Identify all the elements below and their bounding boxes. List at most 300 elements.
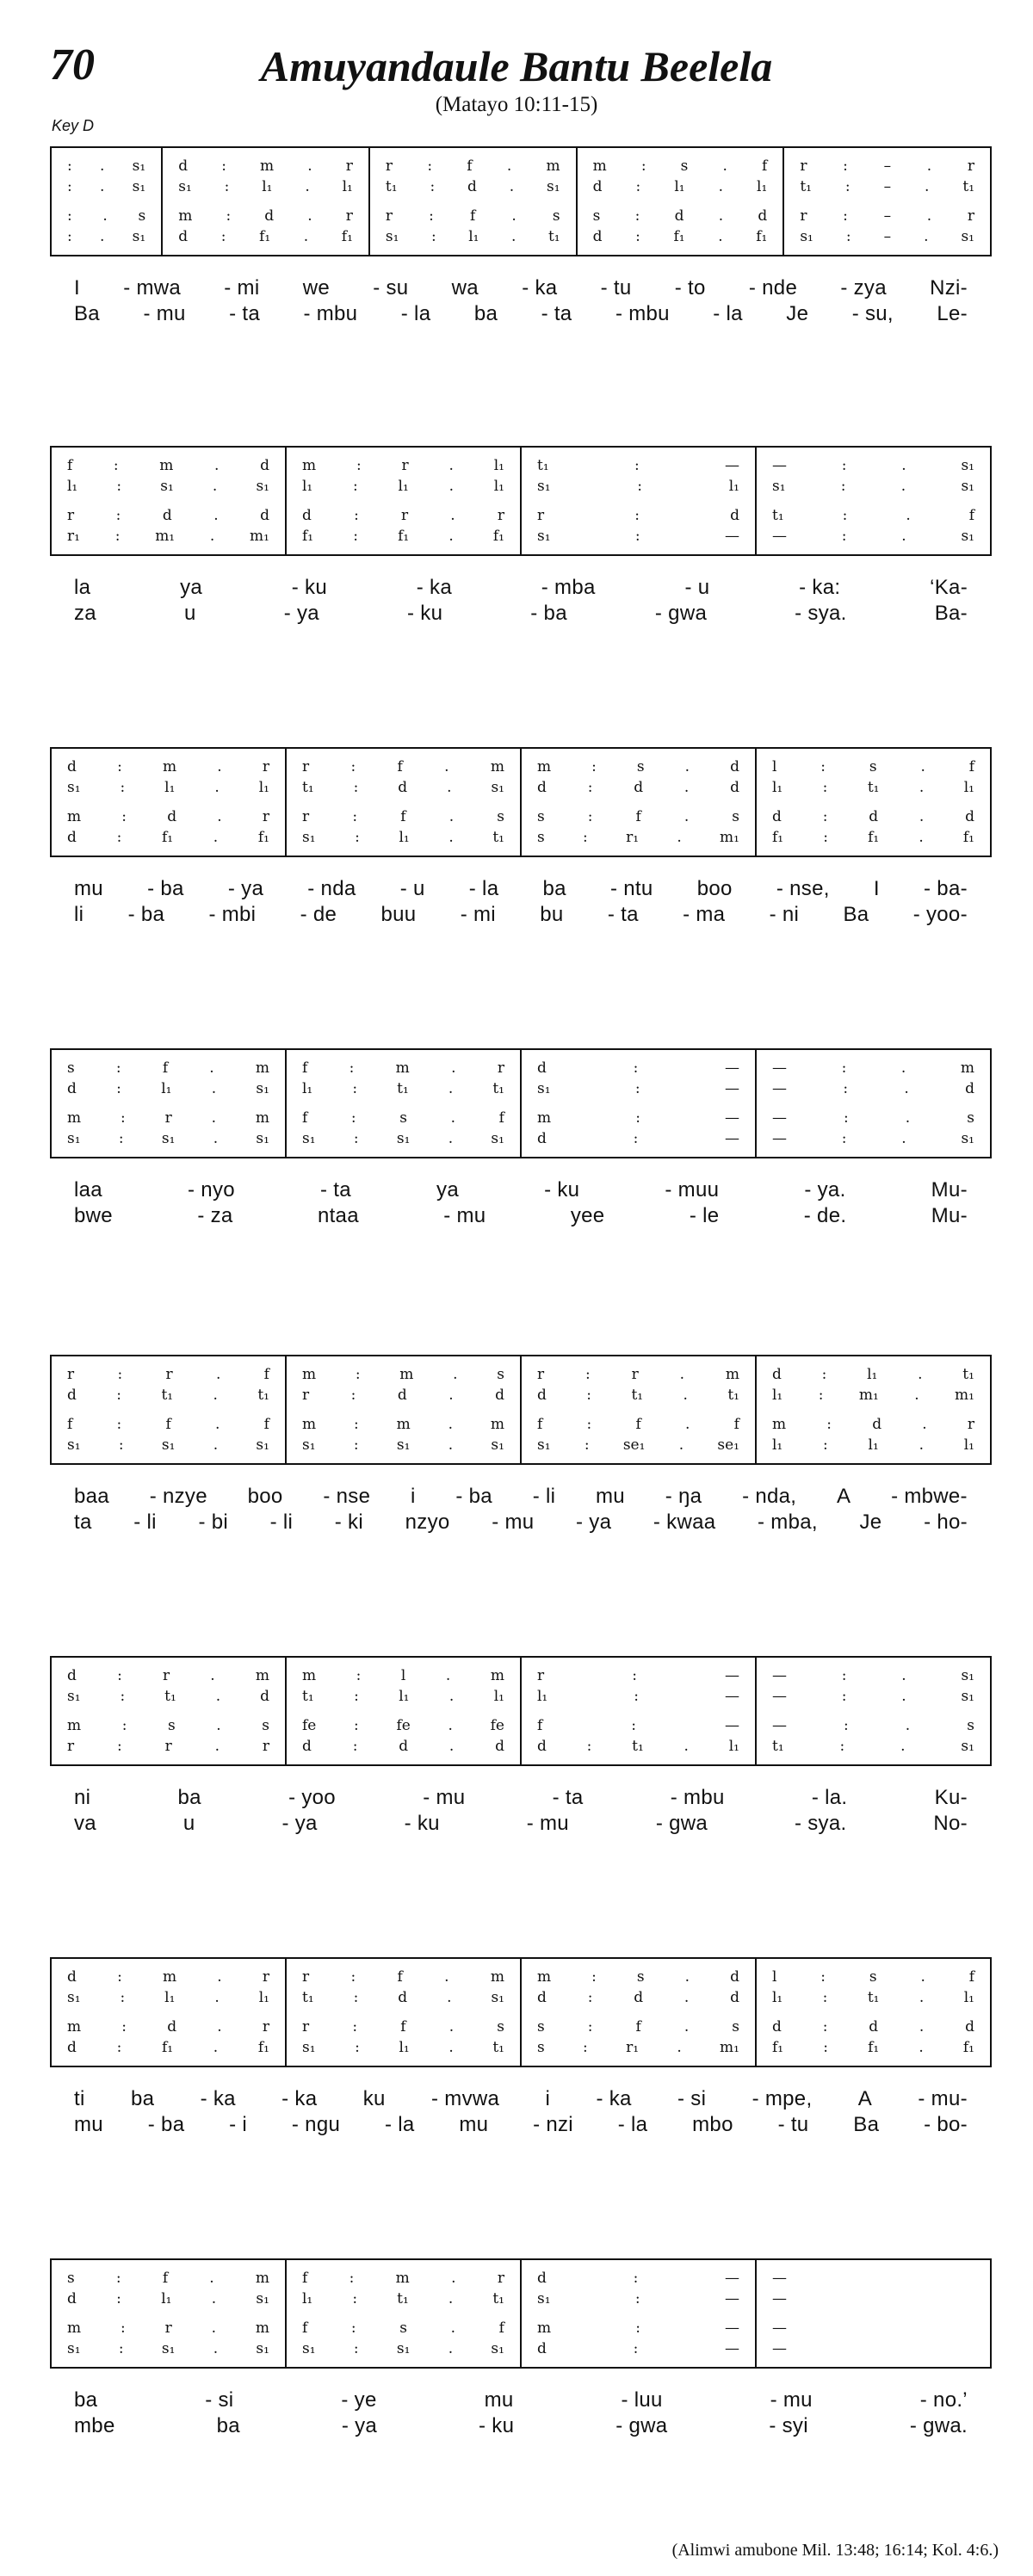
lyric-syllable: - ka [200, 2087, 236, 2110]
voice-line [537, 1736, 739, 1757]
solfa-note: : [632, 1667, 637, 1684]
solfa-note: : [634, 207, 640, 225]
solfa-note: t₁ [492, 2039, 504, 2056]
solfa-note: m [159, 457, 174, 474]
solfa-note: — [724, 2320, 739, 2337]
solfa-note: r [165, 1366, 173, 1383]
solfa-note: s₁ [961, 457, 974, 474]
solfa-note: : [633, 2270, 639, 2287]
solfa-note: s₁ [537, 528, 551, 545]
solfa-note: s₁ [961, 228, 974, 245]
voice-line [67, 226, 145, 247]
lyric-syllable: I [873, 877, 880, 900]
solfa-note: f₁ [962, 2039, 974, 2056]
solfa-note: . [100, 228, 105, 245]
measure [782, 148, 990, 255]
solfa-note: . [213, 829, 219, 846]
lyric-syllable: I [74, 276, 80, 300]
music-system [50, 1957, 992, 2138]
lyric-syllable: - nzi [533, 2113, 573, 2136]
voice-line [537, 777, 739, 798]
voice-line [302, 1414, 504, 1435]
solfa-note: f [302, 2270, 308, 2287]
voice-line [67, 2268, 269, 2289]
solfa-note: s [732, 2018, 739, 2035]
voice-line [67, 2338, 269, 2359]
solfa-note: d [872, 1416, 882, 1433]
solfa-note: f₁ [756, 228, 768, 245]
measure [52, 749, 285, 856]
solfa-note: : [635, 228, 640, 245]
solfa-note: r [67, 1366, 75, 1383]
solfa-note: r [345, 207, 353, 225]
lyric-syllable: - bo- [924, 2113, 968, 2136]
solfa-note: . [900, 1059, 906, 1077]
solfa-note: s₁ [256, 1080, 269, 1097]
solfa-note: . [211, 2320, 216, 2337]
solfa-note: s₁ [132, 228, 146, 245]
solfa-note: : [114, 528, 121, 545]
voice-line [67, 176, 145, 197]
solfa-note: l₁ [258, 779, 269, 796]
solfa-note: l₁ [493, 478, 504, 495]
solfa-note: — [724, 1109, 739, 1127]
solfa-note: . [451, 2270, 456, 2287]
solfa-note: s₁ [491, 1436, 504, 1454]
solfa-note: : [224, 178, 230, 195]
lyrics-block [50, 2388, 992, 2439]
solfa-note: r [262, 758, 269, 775]
solfa-note: l₁ [728, 1738, 739, 1755]
solfa-note: : [350, 1109, 356, 1127]
solfa-note: : [121, 2018, 127, 2035]
lyric-syllable: - nyo [188, 1178, 235, 1202]
solfa-note: . [448, 528, 454, 545]
solfa-note: . [906, 507, 911, 524]
solfa-note: : [120, 2320, 126, 2337]
solfa-note: s₁ [256, 1436, 269, 1454]
measure [52, 1959, 285, 2066]
lyric-syllable: - mvwa [431, 2087, 500, 2110]
solfa-note: — [772, 1688, 787, 1705]
solfa-note: : [355, 1366, 361, 1383]
solfa-note: s [67, 2270, 75, 2287]
scripture-reference: (Matayo 10:11-15) [435, 93, 598, 116]
solfa-note: — [725, 1688, 739, 1705]
solfa-note: f₁ [868, 2039, 880, 2056]
solfa-note: . [722, 158, 727, 175]
solfa-note: s [67, 1059, 75, 1077]
lyric-syllable: - mba, [758, 1510, 818, 1534]
lyric-syllable: ya [436, 1178, 459, 1202]
solfa-note: : [352, 2290, 358, 2307]
solfa-note: . [918, 1366, 923, 1383]
solfa-note: s₁ [67, 1989, 81, 2006]
solfa-note: s [967, 1109, 974, 1127]
solfa-note: . [900, 478, 906, 495]
voice-line [772, 2268, 974, 2289]
voice-line [537, 2268, 739, 2289]
solfa-note: d [537, 1387, 547, 1404]
voice-line [386, 226, 560, 247]
solfa-note: d [537, 2340, 547, 2357]
solfa-note: . [451, 1059, 456, 1077]
solfa-note: d [67, 758, 77, 775]
solfa-note: : [635, 1109, 640, 1127]
solfa-note: d [398, 779, 408, 796]
lyric-syllable: - si [205, 2388, 234, 2412]
solfa-note: — [772, 2320, 787, 2337]
solfa-note: r [385, 158, 393, 175]
solfa-note: : [353, 2340, 359, 2357]
lyric-syllable: - luu [621, 2388, 663, 2412]
music-system [50, 2258, 992, 2439]
solfa-note: s [537, 829, 545, 846]
solfa-note: : [583, 829, 588, 846]
solfa-note: f [302, 1109, 308, 1127]
solfa-note: : [841, 1688, 847, 1705]
solfa-note: t₁ [385, 178, 398, 195]
solfa-note: m [67, 1717, 82, 1734]
solfa-note: r [967, 1416, 974, 1433]
solfa-note: s₁ [132, 158, 146, 175]
voice-line [537, 1967, 739, 1987]
solfa-note: : [116, 2039, 122, 2056]
solfa-note: : [822, 779, 828, 796]
solfa-note: . [926, 207, 932, 225]
solfa-note: m [537, 2320, 552, 2337]
solfa-note: d [730, 1989, 739, 2006]
solfa-note: d [965, 2018, 974, 2035]
voice-line [772, 1385, 974, 1405]
solfa-note: s [537, 2018, 545, 2035]
lyric-syllable: - ku [479, 2414, 515, 2437]
voice-line [302, 1665, 504, 1686]
solfa-note: l₁ [262, 178, 273, 195]
lyric-syllable: - ba [147, 2113, 185, 2136]
lyric-syllable: - mu [492, 1510, 535, 1534]
lyric-syllable: - ta [607, 903, 639, 926]
lyric-syllable: - li [532, 1485, 556, 1508]
solfa-note: m₁ [155, 528, 176, 545]
lyric-line [50, 2413, 992, 2439]
solfa-note: r [262, 808, 269, 825]
solfa-note: . [448, 808, 455, 825]
lyric-syllable: - ku [291, 576, 328, 599]
lyric-syllable: ba [473, 302, 498, 325]
solfa-note: — [725, 1059, 739, 1077]
solfa-note: . [305, 178, 310, 195]
solfa-note: — [725, 2340, 739, 2357]
solfa-note: t₁ [302, 779, 314, 796]
solfa-note: f [968, 758, 974, 775]
lyric-syllable: - za [197, 1204, 233, 1227]
solfa-note: t₁ [867, 1989, 880, 2006]
solfa-note: l₁ [164, 779, 176, 796]
voice-line [302, 1987, 504, 2008]
voice-line [302, 1078, 504, 1099]
voice-line [537, 1715, 739, 1736]
solfa-note: : [634, 2290, 640, 2307]
voice-line [772, 757, 974, 777]
solfa-note: : [430, 228, 436, 245]
solfa-note: l₁ [493, 1688, 504, 1705]
solfa-note: t₁ [632, 1738, 644, 1755]
lyric-syllable: - la. [811, 1786, 848, 1809]
lyric-syllable: - ku [544, 1178, 580, 1202]
voice-line [772, 2318, 974, 2338]
solfa-note: : [826, 1416, 832, 1433]
lyric-syllable: Ku- [934, 1786, 968, 1809]
voice-line [302, 757, 504, 777]
music-system [50, 747, 992, 928]
solfa-note: . [216, 1717, 221, 1734]
solfa-note: s₁ [491, 1130, 504, 1147]
solfa-note: d [178, 228, 189, 245]
solfa-note: t₁ [631, 1387, 644, 1404]
solfa-note: m [537, 1109, 552, 1127]
lyric-syllable: - u [684, 576, 710, 599]
voice-line [302, 1736, 504, 1757]
voice-line [772, 1435, 974, 1455]
lyric-line [50, 1484, 992, 1510]
solfa-note: : [843, 207, 848, 225]
solfa-note: . [215, 1366, 221, 1383]
voice-line [67, 777, 269, 798]
solfa-note: : [587, 1989, 593, 2006]
solfa-staff [50, 146, 992, 256]
lyric-syllable: - ka [281, 2087, 318, 2110]
measure [520, 1658, 755, 1764]
solfa-note: . [448, 1436, 454, 1454]
solfa-note: : [355, 829, 360, 846]
solfa-note: . [924, 228, 929, 245]
solfa-note: r [631, 1366, 639, 1383]
solfa-note: : [67, 207, 72, 225]
solfa-note: : [591, 758, 597, 775]
solfa-staff [50, 2258, 992, 2369]
lyric-syllable: - ngu [291, 2113, 341, 2136]
solfa-staff [50, 1048, 992, 1158]
voice-line [178, 156, 353, 176]
solfa-note: : [349, 1059, 355, 1077]
measure [755, 1658, 990, 1764]
lyric-syllable: yee [570, 1204, 605, 1227]
solfa-note: . [925, 178, 930, 195]
solfa-note: : [844, 1109, 849, 1127]
solfa-note: r₁ [626, 829, 640, 846]
lyric-syllable: - mpe, [752, 2087, 813, 2110]
voice-line [593, 176, 768, 197]
lyric-syllable: - ni [769, 903, 800, 926]
solfa-note: f₁ [257, 829, 269, 846]
lyric-syllable: - la [617, 2113, 648, 2136]
lyric-syllable: - zya [840, 276, 887, 300]
solfa-note: . [448, 1130, 454, 1147]
lyric-line [50, 1510, 992, 1535]
voice-line [593, 206, 768, 226]
voice-line [772, 1364, 974, 1385]
lyric-line [50, 2086, 992, 2112]
lyric-syllable: - mwa [123, 276, 182, 300]
solfa-note: s₁ [537, 478, 551, 495]
solfa-note: m [395, 2270, 410, 2287]
solfa-note: s [399, 1109, 408, 1127]
solfa-note: s [138, 207, 146, 225]
solfa-note: : [352, 1738, 358, 1755]
lyric-syllable: No- [933, 1812, 968, 1835]
solfa-note: . [213, 2340, 219, 2357]
lyric-syllable: buu [380, 903, 417, 926]
voice-line [772, 1078, 974, 1099]
lyric-syllable: - ba- [924, 877, 968, 900]
solfa-note: l₁ [867, 1366, 878, 1383]
solfa-note: . [448, 457, 454, 474]
solfa-note: l₁ [258, 1989, 269, 2006]
solfa-note: s₁ [537, 2290, 551, 2307]
solfa-note: — [725, 2270, 739, 2287]
solfa-note: . [214, 1738, 220, 1755]
solfa-note: : [841, 1667, 847, 1684]
solfa-note: t₁ [257, 1387, 269, 1404]
voice-line [772, 777, 974, 798]
solfa-note: t₁ [727, 1387, 739, 1404]
voice-line [302, 1364, 504, 1385]
solfa-note: l₁ [398, 478, 409, 495]
solfa-note: : [117, 1738, 122, 1755]
solfa-note: m [302, 1667, 317, 1684]
solfa-note: . [900, 1738, 906, 1755]
solfa-note: . [307, 158, 312, 175]
lyric-syllable: za [74, 602, 96, 625]
solfa-note: s₁ [302, 2039, 316, 2056]
voice-line [772, 455, 974, 476]
solfa-note: r [262, 1968, 269, 1986]
solfa-note: s [497, 1366, 504, 1383]
measure [285, 448, 520, 554]
voice-line [302, 2318, 504, 2338]
solfa-note: s₁ [256, 2340, 269, 2357]
lyric-syllable: - mbu [303, 302, 358, 325]
voice-line [67, 1078, 269, 1099]
solfa-note: f [498, 2320, 504, 2337]
solfa-note: : [821, 1366, 827, 1383]
lyric-syllable: - to [674, 276, 706, 300]
measure [52, 148, 161, 255]
solfa-note: . [901, 1667, 906, 1684]
lyric-syllable: - la [400, 302, 431, 325]
solfa-note: s₁ [396, 1130, 411, 1147]
voice-line [386, 206, 560, 226]
voice-line [772, 1686, 974, 1707]
music-system [50, 446, 992, 627]
solfa-note: d [167, 2018, 177, 2035]
solfa-note: . [448, 1416, 453, 1433]
lyric-syllable: ni [74, 1786, 91, 1809]
lyric-syllable: - ka [416, 576, 453, 599]
voice-line [537, 1414, 739, 1435]
lyric-syllable: - de. [803, 1204, 847, 1227]
lyric-line [50, 575, 992, 601]
lyric-syllable: - mba [541, 576, 596, 599]
solfa-note: : [121, 808, 127, 825]
measure [755, 1356, 990, 1463]
solfa-note: – [883, 207, 892, 225]
solfa-note: . [217, 758, 222, 775]
solfa-note: : [843, 1080, 849, 1097]
voice-line [800, 206, 974, 226]
voice-line [772, 1414, 974, 1435]
solfa-note: s₁ [67, 2340, 81, 2357]
voice-line [386, 176, 560, 197]
voice-line [302, 1058, 504, 1078]
solfa-note: . [450, 507, 455, 524]
solfa-note: . [213, 1436, 219, 1454]
voice-line [772, 1967, 974, 1987]
lyric-syllable: - ba [127, 903, 165, 926]
solfa-note: . [448, 2039, 454, 2056]
solfa-note: . [444, 1968, 449, 1986]
solfa-note: : [350, 1387, 356, 1404]
solfa-note: . [904, 1080, 909, 1097]
lyric-syllable: ba [542, 877, 566, 900]
solfa-note: l₁ [399, 1688, 410, 1705]
lyric-syllable: boo [247, 1485, 283, 1508]
solfa-note: d [67, 2039, 77, 2056]
lyric-syllable: - i [229, 2113, 248, 2136]
solfa-note: . [214, 1989, 220, 2006]
solfa-note: m₁ [858, 1387, 879, 1404]
lyric-syllable: - ta [229, 302, 260, 325]
solfa-note: d [730, 507, 739, 524]
solfa-note: – [883, 228, 892, 245]
solfa-note: r [302, 1968, 310, 1986]
voice-line [67, 2318, 269, 2338]
solfa-note: l₁ [342, 178, 353, 195]
solfa-note: s [592, 207, 601, 225]
lyric-syllable: - nde [748, 276, 798, 300]
voice-line [537, 455, 739, 476]
solfa-note: s [552, 207, 560, 225]
lyric-line [50, 1811, 992, 1837]
solfa-note: d [260, 457, 269, 474]
solfa-note: : [634, 457, 640, 474]
voice-line [537, 1665, 739, 1686]
solfa-note: : [353, 1130, 359, 1147]
lyric-line [50, 2112, 992, 2138]
lyric-syllable: Ba [853, 2113, 880, 2136]
solfa-note: d [495, 1738, 504, 1755]
solfa-note: . [444, 758, 449, 775]
solfa-note: r [162, 1667, 170, 1684]
voice-line [67, 806, 269, 827]
voice-line [772, 1665, 974, 1686]
solfa-note: : [115, 507, 121, 524]
lyric-syllable: - la [468, 877, 499, 900]
solfa-note: . [914, 1387, 919, 1404]
solfa-note: : [356, 1667, 362, 1684]
solfa-note: t₁ [164, 1688, 176, 1705]
solfa-note: . [684, 808, 690, 825]
solfa-note: s₁ [396, 1436, 411, 1454]
solfa-note: f [302, 1059, 308, 1077]
solfa-note: f [162, 1059, 169, 1077]
solfa-note: d [869, 808, 879, 825]
solfa-note: : [633, 1059, 639, 1077]
music-system [50, 1355, 992, 1535]
solfa-note: d [965, 1080, 974, 1097]
solfa-note: s₁ [160, 478, 174, 495]
